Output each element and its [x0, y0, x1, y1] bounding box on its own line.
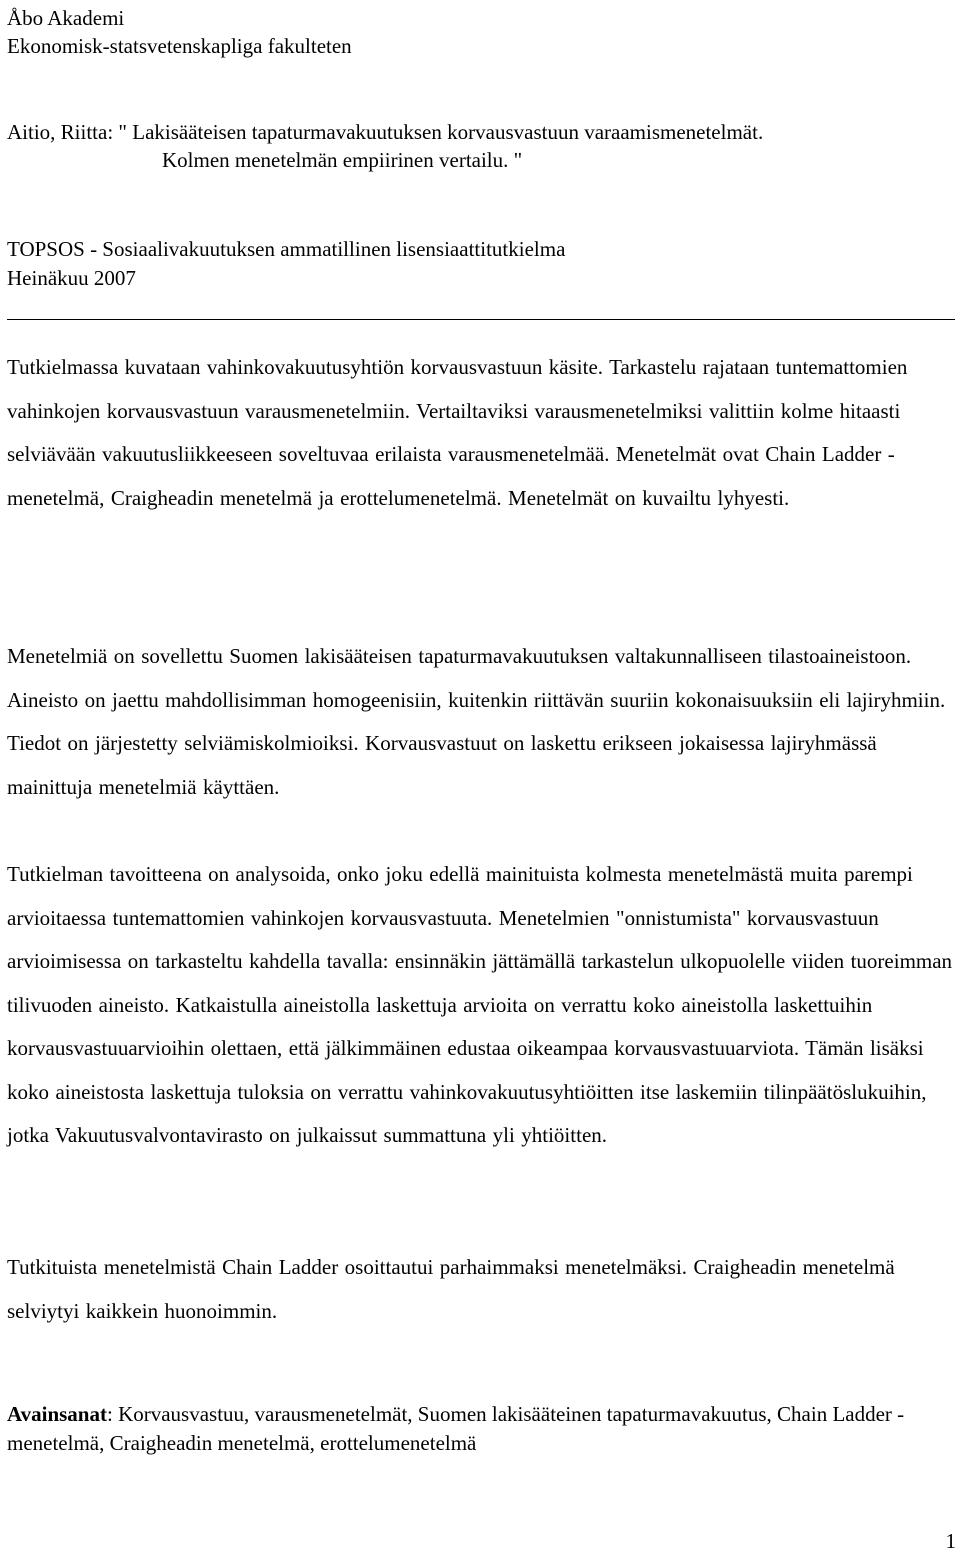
keywords-separator: : — [106, 1402, 119, 1426]
author-name: Aitio, Riitta: — [7, 120, 114, 144]
abstract-paragraph-4: Tutkituista menetelmistä Chain Ladder osoittautui parhaimmaksi menetelmäksi. Craigheadin menetelmä selviytyi kaikkein huonoimmin. — [7, 1255, 895, 1323]
thesis-date: Heinäkuu 2007 — [7, 266, 136, 290]
abstract-paragraph-2: Menetelmiä on sovellettu Suomen lakisääteisen tapaturmavakuutuksen valtakunnalliseen tilastoaineistoon. Aineisto on jaettu mahdollisimman homogeenisiin, kuitenkin riittävän suuriin kokonaisuuksiin eli lajiryhmiin. Tiedot on järjestetty selviämiskolmioiksi. Korvausvastuut on laskettu erikseen jokaisessa lajiryhmässä mainittuja menetelmiä käyttäen. — [7, 644, 946, 799]
author-title-block — [7, 118, 763, 174]
institution-header — [7, 4, 352, 60]
abstract-paragraph-1: Tutkielmassa kuvataan vahinkovakuutusyhtiön korvausvastuun käsite. Tarkastelu rajataan tuntemattomien vahinkojen korvausvastuun varausmenetelmiin. Vertailtaviksi varausmenetelmiksi valittiin kolme hitaasti selviävään vakuutusliikkeeseen soveltuvaa erilaista varausmenetelmää. Menetelmät ovat Chain Ladder -menetelmä, Craigheadin menetelmä ja erottelumenetelmä. Menetelmät on kuvailtu lyhyesti. — [7, 355, 908, 510]
keywords-label: Avainsanat — [7, 1402, 107, 1426]
thesis-title-part-1: " Lakisääteisen tapaturmavakuutuksen korvausvastuun varaamismenetelmät. — [113, 120, 764, 144]
author-title-line-1 — [7, 118, 763, 146]
thesis-title-part-2: Kolmen menetelmän empiirinen vertailu. " — [162, 148, 523, 172]
horizontal-rule — [7, 319, 955, 320]
program-block — [7, 235, 565, 293]
abstract-paragraph-3: Tutkielman tavoitteena on analysoida, onko joku edellä mainituista kolmesta menetelmästä muita parempi arvioitaessa tuntemattomien vahinkojen korvausvastuuta. Menetelmien "onnistumista" korvausvastuun arvioimisessa on tarkasteltu kahdella tavalla: ensinnäkin jättämällä tarkastelun ulkopuolelle viiden tuoreimman tilivuoden aineisto. Katkaistulla aineistolla laskettuja arvioita on verrattu koko aineistolla laskettuihin korvausvastuuarvioihin olettaen, että jälkimmäinen edustaa oikeampaa korvausvastuuarviota. Tämän lisäksi koko aineistosta laskettuja tuloksia on verrattu vahinkovakuutusyhtiöitten itse laskemiin tilinpäätöslukuihin, jotka Vakuutusvalvontavirasto on julkaissut summattuna yli yhtiöitten. — [7, 862, 953, 1147]
page-number: 1 — [945, 1529, 956, 1553]
keywords — [7, 1400, 953, 1458]
faculty-name: Ekonomisk-statsvetenskapliga fakulteten — [7, 34, 352, 58]
keywords-list: Korvausvastuu, varausmenetelmät, Suomen lakisääteinen tapaturmavakuutus, Chain Ladder -menetelmä, Craigheadin menetelmä, erottelumenetelmä — [7, 1402, 905, 1455]
degree-program: TOPSOS - Sosiaalivakuutuksen ammatillinen lisensiaattitutkielma — [7, 237, 566, 261]
university-name: Åbo Akademi — [7, 6, 125, 30]
